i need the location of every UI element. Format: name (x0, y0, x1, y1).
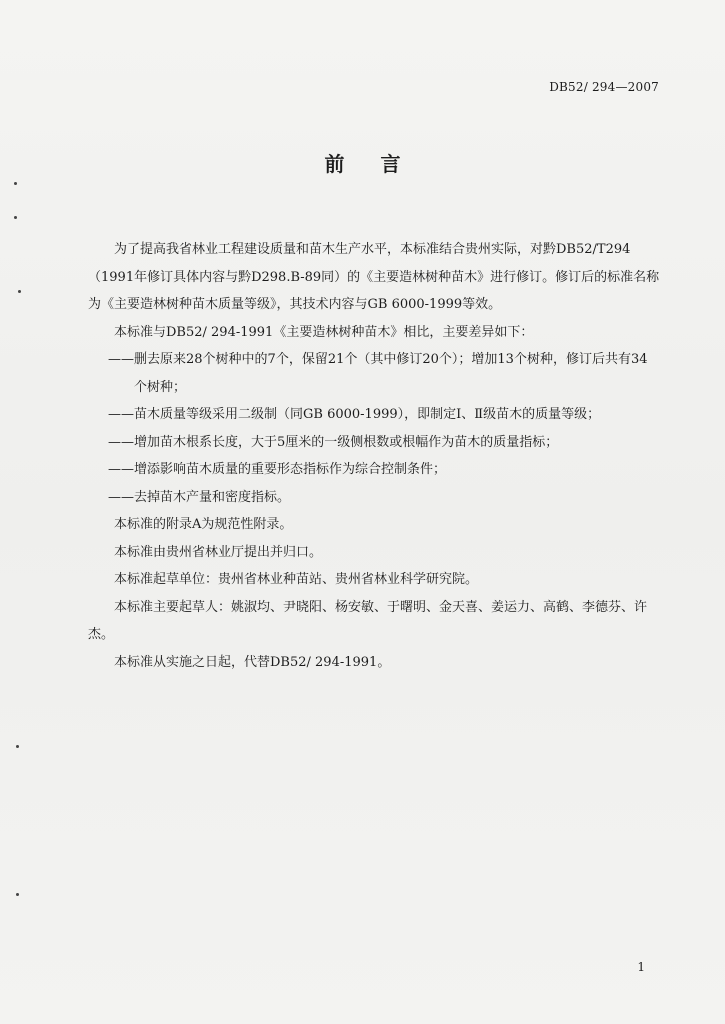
title-char-1: 前 (324, 152, 345, 176)
page-title (0, 148, 725, 177)
scan-speck (14, 182, 17, 185)
drafters-paragraph: 本标准主要起草人：姚淑均、尹晓阳、杨安敏、于曙明、金天喜、姜运力、高鹤、李德芬、许杰。 (88, 599, 648, 642)
difference-item-4: ——增添影响苗木质量的重要形态指标作为综合控制条件； (108, 462, 447, 477)
difference-item-3: ——增加苗木根系长度，大于5厘米的一级侧根数或根幅作为苗木的质量指标； (108, 434, 559, 450)
intro-paragraph: 为了提高我省林业工程建设质量和苗木生产水平，本标准结合贵州实际，对黔DB52/T294（1991年修订具体内容与黔D298.B-89同）的《主要造林树种苗木》进行修订。修订后的标准名称为《主要造林树种苗木质量等级》，其技术内容与GB 6000-1999等效。 (88, 242, 660, 312)
title-char-2: 言 (380, 152, 401, 176)
scan-speck (16, 893, 19, 896)
comparison-paragraph: 本标准与DB52/ 294-1991《主要造林树种苗木》相比，主要差异如下： (114, 324, 534, 340)
scan-speck (16, 745, 19, 748)
difference-item-1 (88, 346, 660, 401)
difference-item-2: ——苗木质量等级采用二级制（同GB 6000-1999），即制定Ⅰ、Ⅱ级苗木的质量等级； (108, 407, 601, 422)
scan-speck (14, 216, 17, 219)
drafting-units-paragraph: 本标准起草单位：贵州省林业种苗站、贵州省林业科学研究院。 (114, 572, 479, 587)
document-code: DB52/ 294—2007 (549, 80, 659, 94)
appendix-paragraph: 本标准的附录A为规范性附录。 (114, 517, 293, 532)
scan-speck (18, 290, 21, 293)
difference-item-1-line-1: ——删去原来28个树种中的7个，保留21个（其中修订20个）；增加13个树种，修订后共有34 (108, 352, 648, 367)
proposer-paragraph: 本标准由贵州省林业厅提出并归口。 (114, 544, 323, 560)
difference-item-1-line-2: 个树种； (134, 379, 187, 395)
replaces-paragraph: 本标准从实施之日起，代替DB52/ 294-1991。 (114, 654, 391, 670)
page-number: 1 (637, 960, 645, 974)
difference-item-5: ——去掉苗木产量和密度指标。 (108, 489, 291, 505)
foreword-body (88, 236, 660, 676)
